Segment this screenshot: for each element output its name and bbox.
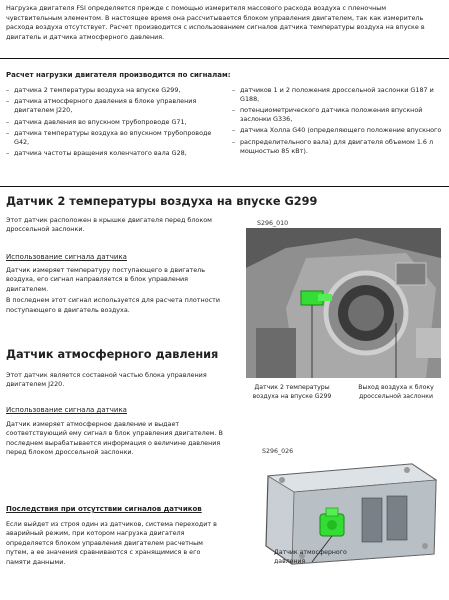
g299-use-heading: Использование сигнала датчика — [6, 253, 127, 261]
list-item: – распределительного вала) для двигателя объемом 1.6 л мощностью 85 кВт). — [232, 138, 442, 156]
divider — [0, 186, 449, 187]
g299-use-p2: В последнем этот сигнал используется для расчета плотности поступающего в двигатель воздуха. — [6, 296, 220, 314]
caption-air-outlet: Выход воздуха к блоку дроссельной заслонки — [358, 384, 434, 400]
figure-id-s296-010: S296_010 — [257, 220, 289, 227]
list-item: – датчика 2 температуры воздуха на впуске G299, — [6, 86, 221, 95]
baro-use-text: Датчик измеряет атмосферное давление и выдает соответствующий ему сигнал в блок управления двигателем. В последнем вырабатывается информация о величине давления перед блоком дроссельной заслонки. — [6, 420, 223, 457]
failure-heading: Последствия при отсутствии сигналов датчиков — [6, 505, 202, 513]
intake-manifold-illustration — [246, 228, 441, 378]
load-list-right — [232, 86, 442, 158]
list-item: – датчика атмосферного давления в блоке управления двигателем J220, — [6, 97, 221, 115]
intro-paragraph: Нагрузка двигателя FSI определяется прежде с помощью измерителя массового расхода воздуха с пленочным чувствительным элементом. В настоящее время она рассчитывается блоком управления двигателем, так как измеритель расхода воздуха отсутствует. Расчет производится с использованием сигналов датчика температуры воздуха на впуске в двигатель и датчика атмосферного давления. — [6, 4, 425, 41]
g299-location: Этот датчик расположен в крышке двигателя перед блоком дроссельной заслонки. — [6, 216, 212, 234]
failure-text: Если выйдет из строя один из датчиков, система переходит в аварийный режим, при котором нагрузка двигателя определяется блоком управления двигателем расчетным путем, а ее значения сравниваются с хранящимися в его памяти данными. — [6, 520, 217, 566]
list-item: – датчиков 1 и 2 положения дроссельной заслонки G187 и G188, — [232, 86, 442, 104]
load-list-left — [6, 86, 221, 161]
baro-heading: Датчик атмосферного давления — [6, 348, 219, 361]
g299-heading: Датчик 2 температуры воздуха на впуске G299 — [6, 195, 318, 208]
g299-use-text — [6, 266, 224, 317]
list-item: – датчика температуры воздуха во впускном трубопроводе G42, — [6, 129, 221, 147]
list-item: – потенциометрического датчика положения впускной заслонки G336, — [232, 106, 442, 124]
caption-g299: Датчик 2 температуры воздуха на впуске G299 — [252, 384, 332, 400]
list-item: – датчика давления во впускном трубопроводе G71, — [6, 118, 221, 127]
divider — [0, 58, 449, 59]
g299-use-p1: Датчик измеряет температуру поступающего в двигатель воздуха, его сигнал направляется в блок управления двигателем. — [6, 266, 206, 293]
list-item: – датчика частоты вращения коленчатого вала G28, — [6, 149, 221, 158]
intake-manifold-photo — [246, 228, 441, 378]
figure-id-s296-026: S296_026 — [262, 448, 294, 455]
load-heading: Расчет нагрузки двигателя производится по сигналам: — [6, 71, 231, 79]
list-item: – датчика Холла G40 (определяющего положение впускного — [232, 126, 442, 135]
baro-use-heading: Использование сигнала датчика — [6, 406, 127, 414]
baro-location: Этот датчик является составной частью блока управления двигателем J220. — [6, 371, 207, 389]
caption-baro: Датчик атмосферного давления — [274, 549, 347, 565]
